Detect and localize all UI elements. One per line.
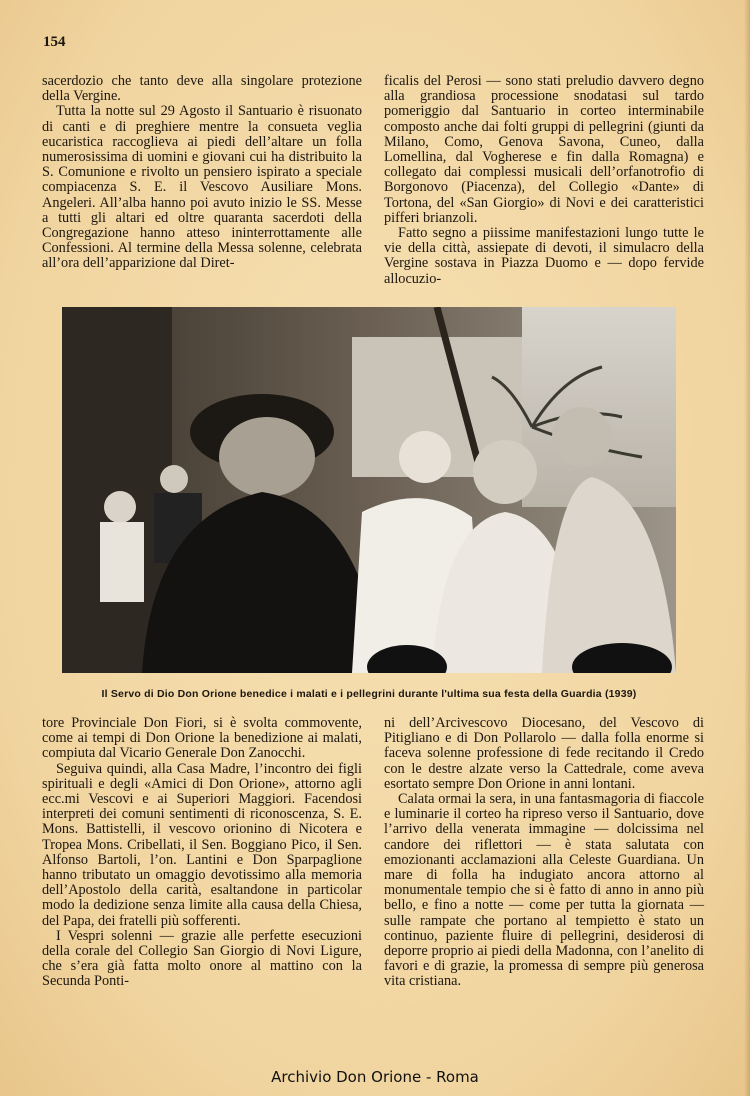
paragraph: ni dell’Arcivescovo Diocesano, del Vescovo di Pitigliano e di Don Pollarolo — dalla folla enorme si faceva solenne professione di fede recitando il Credo con le destre alzate verso la Cattedrale, come aveva esortato sempre Don Orione in anni lontani. xyxy=(384,715,704,792)
paragraph: I Vespri solenni — grazie alle perfette esecuzioni della corale del Collegio San Giorgio di Novi Ligure, che s’era già fatta molto onore al mattino con la Secunda Ponti- xyxy=(42,927,362,990)
paragraph: tore Provinciale Don Fiori, si è svolta commovente, come ai tempi di Don Orione la benedizione ai malati, compiuta dal Vicario Generale Don Zanocchi. xyxy=(42,715,362,762)
historical-photo xyxy=(62,307,676,673)
paragraph: Fatto segno a piissime manifestazioni lungo tutte le vie della città, assiepate di devoti, il simulacro della Vergine sostava in Piazza Duomo e — dopo fervide allocuzio- xyxy=(384,225,704,287)
column-top-right xyxy=(384,74,704,287)
page-edge-shadow xyxy=(744,0,750,1096)
column-bottom-left xyxy=(42,716,362,990)
paragraph: ficalis del Perosi — sono stati preludio davvero degno alla grandiosa processione snodatasi sul tardo pomeriggio dal Santuario in corteo interminabile composto anche dai folti gruppi di pellegrini (giunti da Milano, Como, Genova Savona, Cuneo, dalla Lomellina, dal Vogherese e fin dalla Romagna) e collegato dai complessi musicali dell’orfanotrofio di Borgonovo (Piacenza), del Collegio «Dante» di Tortona, del «San Giorgio» di Novi e dei caratteristici pifferi brianzoli. xyxy=(384,73,704,226)
page-number: 154 xyxy=(43,34,66,50)
paragraph: Calata ormai la sera, in una fantasmagoria di fiaccole e luminarie il corteo ha ripreso verso il Santuario, dove l’arrivo della venerata immagine — dolcissima nel candore dei riflettori — è stata salutata con emozionanti acclamazioni alla Celeste Guardiana. Un mare di folla ha indugiato ancora attorno al monumentale tempio che si è fatto di anno in anno più bello, e fino a notte — come per tutta la giornata — sulle rampate che portano al tempietto è stato un continuo, paziente fluire di pellegrini, desiderosi di deporre proprio ai piedi della Madonna, con l’anelito di favori e di grazie, la promessa di sempre più generosa vita cristiana. xyxy=(384,791,704,990)
photo-illustration xyxy=(62,307,676,673)
paragraph: sacerdozio che tanto deve alla singolare protezione della Vergine. xyxy=(42,73,362,105)
photo-caption: Il Servo di Dio Don Orione benedice i malati e i pellegrini durante l'ultima sua festa della Guardia (1939) xyxy=(101,688,637,700)
paragraph: Seguiva quindi, alla Casa Madre, l’incontro dei figli spirituali e degli «Amici di Don Orione», attorno agli ecc.mi Vescovi e ai Superiori Maggiori. Facendosi interpreti dei comuni sentimenti di riconoscenza, S. E. Mons. Battistelli, il vescovo orionino di Nicotera e Tropea Mons. Cribellati, il Sen. Boggiano Pico, il Sen. Alfonso Bartoli, l’on. Lantini e Don Sparpaglione hanno tributato un omaggio devotissimo alla memoria dell’Apostolo della carità, esaltandone in particolar modo la dedizione senza limite alla causa della Chiesa, del Papa, dei fratelli più sofferenti. xyxy=(42,760,362,929)
archive-footer: Archivio Don Orione - Roma xyxy=(271,1068,479,1086)
column-top-left xyxy=(42,74,362,272)
column-bottom-right xyxy=(384,716,704,990)
paragraph: Tutta la notte sul 29 Agosto il Santuario è risuonato di canti e di preghiere mentre la consueta veglia eucaristica raccoglieva ai piedi dell’altare un folla numerosissima di uomini e giovani cui ha distribuito la S. Comunione e rivolto un pensiero ispirato a speciale compiacenza S. E. il Vescovo Ausiliare Mons. Angeleri. All’alba hanno poi avuto inizio le SS. Messe a tutti gli altari ed oltre quaranta sacerdoti della Congregazione hanno atteso ininterrottamente alle Confessioni. Al termine della Messa solenne, celebrata all’ora dell’apparizione dal Diret- xyxy=(42,103,362,272)
